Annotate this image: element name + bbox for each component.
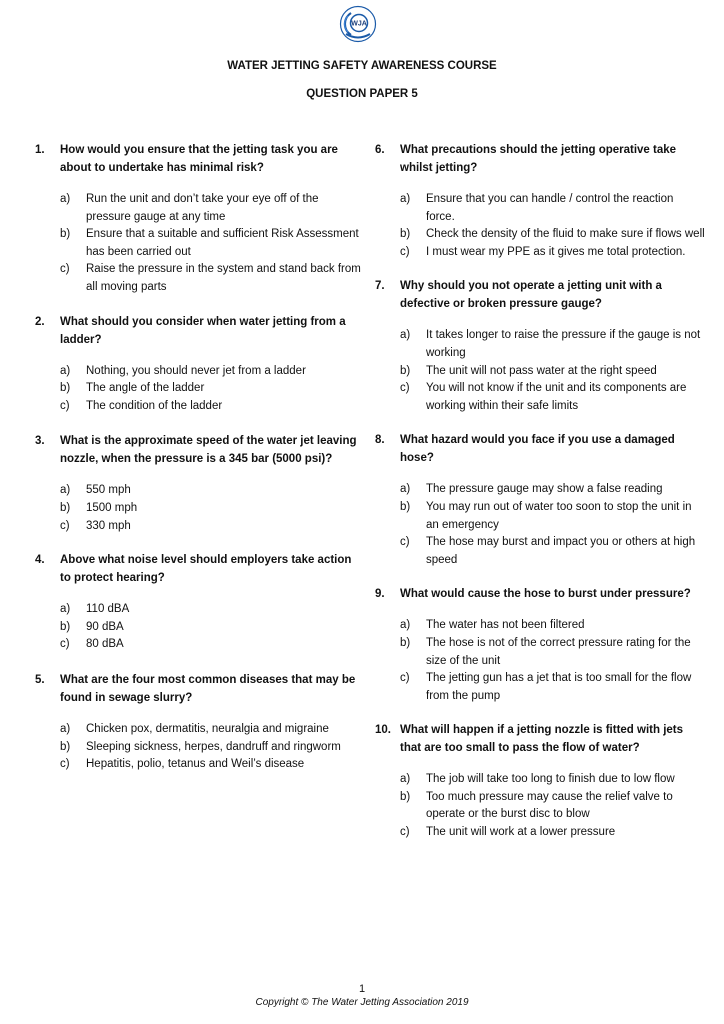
answer-option[interactable]: [375, 670, 705, 705]
question-number: 4.: [35, 554, 45, 567]
option-label: c): [60, 519, 70, 532]
option-text: 550 mph: [86, 484, 131, 497]
answer-option[interactable]: [375, 534, 705, 569]
option-text: Too much pressure may cause the relief valve to operate or the burst disc to blow: [426, 790, 673, 821]
answer-options: [375, 191, 705, 261]
question-number: 6.: [375, 144, 385, 156]
question-text: Above what noise level should employers take action to protect hearing?: [60, 554, 352, 585]
option-label: c): [400, 672, 410, 685]
question-text: What precautions should the jetting operative take whilst jetting?: [400, 144, 677, 174]
page-number: 1: [358, 983, 366, 995]
option-text: Ensure that you can handle / control the reaction force.: [426, 193, 674, 223]
answer-option[interactable]: [375, 824, 705, 842]
question-8: [375, 431, 705, 569]
answer-option[interactable]: [35, 500, 365, 518]
answer-options: [35, 721, 365, 774]
answer-options: [375, 771, 705, 841]
answer-option[interactable]: [35, 191, 365, 226]
question-number: 9.: [375, 588, 385, 601]
answer-option[interactable]: [375, 635, 705, 670]
answer-option[interactable]: [35, 226, 365, 261]
answer-option[interactable]: [35, 756, 365, 774]
option-text: 90 dBA: [86, 620, 124, 633]
option-label: a): [400, 619, 411, 632]
answer-option[interactable]: [375, 363, 705, 381]
option-label: c): [400, 382, 410, 395]
copyright: Copyright © The Water Jetting Association 2019: [255, 997, 469, 1008]
answer-option[interactable]: [35, 739, 365, 757]
question-header: [375, 277, 705, 313]
option-label: b): [400, 228, 411, 241]
wja-logo-icon: [339, 5, 377, 43]
option-text: 330 mph: [86, 519, 131, 532]
answer-options: [35, 363, 365, 416]
question-9: [375, 585, 705, 705]
option-label: c): [60, 399, 70, 412]
question-4: [35, 551, 365, 654]
option-label: b): [60, 501, 71, 514]
option-label: c): [400, 245, 410, 258]
answer-option[interactable]: [375, 327, 705, 362]
option-label: c): [400, 536, 410, 549]
question-header: [375, 141, 705, 177]
question-header: [375, 721, 705, 757]
option-label: b): [60, 620, 71, 633]
option-label: b): [400, 500, 411, 513]
option-text: The water has not been filtered: [426, 619, 585, 632]
question-header: [35, 551, 365, 587]
answer-option[interactable]: [375, 789, 705, 824]
option-text: Run the unit and don’t take your eye off of the pressure gauge at any time: [86, 193, 319, 223]
question-number: 3.: [35, 435, 45, 448]
question-text: How would you ensure that the jetting task you are about to undertake has minimal risk?: [60, 144, 338, 174]
option-label: b): [400, 364, 411, 377]
option-text: Sleeping sickness, herpes, dandruff and ringworm: [86, 740, 341, 753]
option-label: a): [400, 329, 411, 342]
answer-options: [375, 481, 705, 569]
question-number: 1.: [35, 144, 45, 156]
answer-options: [35, 601, 365, 654]
question-10: [375, 721, 705, 841]
option-label: a): [60, 722, 71, 735]
answer-option[interactable]: [35, 518, 365, 536]
answer-option[interactable]: [375, 771, 705, 789]
option-label: a): [60, 484, 71, 497]
option-text: Nothing, you should never jet from a ladder: [86, 364, 306, 377]
option-text: The unit will work at a lower pressure: [426, 826, 616, 839]
option-text: Check the density of the fluid to make sure if flows well: [426, 228, 705, 241]
option-text: I must wear my PPE as it gives me total protection.: [426, 245, 686, 258]
question-number: 8.: [375, 434, 385, 447]
question-text: What would cause the hose to burst under pressure?: [400, 588, 691, 601]
answer-option[interactable]: [35, 601, 365, 619]
question-text: What will happen if a jetting nozzle is fitted with jets that are too small to pass the flow of water?: [400, 724, 684, 755]
option-label: b): [60, 228, 71, 241]
answer-option[interactable]: [375, 499, 705, 534]
option-label: a): [400, 483, 411, 496]
answer-option[interactable]: [35, 363, 365, 381]
answer-options: [375, 327, 705, 415]
question-number: 7.: [375, 280, 385, 293]
answer-option[interactable]: [35, 398, 365, 416]
answer-option[interactable]: [375, 226, 705, 244]
answer-option[interactable]: [35, 721, 365, 739]
question-5: [35, 671, 365, 774]
question-header: [35, 141, 365, 177]
option-text: The angle of the ladder: [86, 382, 205, 395]
option-text: Ensure that a suitable and sufficient Risk Assessment has been carried out: [86, 228, 359, 258]
answer-option[interactable]: [375, 481, 705, 499]
option-text: The hose is not of the correct pressure rating for the size of the unit: [426, 636, 691, 667]
question-6: [375, 141, 705, 261]
option-text: Chicken pox, dermatitis, neuralgia and migraine: [86, 722, 329, 735]
option-label: b): [400, 790, 411, 803]
option-text: 80 dBA: [86, 638, 124, 651]
answer-option[interactable]: [375, 244, 705, 262]
question-1: [35, 141, 365, 297]
question-number: 10.: [375, 724, 391, 737]
option-label: c): [60, 263, 70, 276]
answer-option[interactable]: [35, 619, 365, 637]
question-header: [375, 431, 705, 467]
option-label: a): [400, 193, 411, 205]
answer-option[interactable]: [375, 617, 705, 635]
option-text: 1500 mph: [86, 501, 138, 514]
question-text: What are the four most common diseases that may be found in sewage slurry?: [60, 673, 356, 704]
answer-options: [375, 617, 705, 705]
paper-title: QUESTION PAPER 5: [306, 88, 418, 100]
question-header: [35, 671, 365, 707]
question-header: [35, 313, 365, 349]
question-text: What hazard would you face if you use a damaged hose?: [400, 434, 675, 465]
option-text: The hose may burst and impact you or others at high speed: [426, 536, 696, 566]
option-label: a): [60, 193, 71, 205]
course-title: WATER JETTING SAFETY AWARENESS COURSE: [227, 60, 497, 72]
option-label: c): [60, 638, 70, 651]
question-2: [35, 313, 365, 416]
right-column: [375, 141, 705, 842]
answer-option[interactable]: [375, 380, 705, 415]
question-header: [375, 585, 705, 603]
answer-option[interactable]: [35, 482, 365, 500]
option-text: You may run out of water too soon to stop the unit in an emergency: [426, 500, 692, 531]
option-text: Hepatitis, polio, tetanus and Weil’s disease: [86, 758, 305, 771]
question-number: 2.: [35, 315, 45, 328]
question-number: 5.: [35, 673, 45, 686]
option-label: c): [60, 758, 70, 771]
option-text: 110 dBA: [86, 603, 130, 616]
question-7: [375, 277, 705, 415]
question-text: What is the approximate speed of the water jet leaving nozzle, when the pressure is a 345 bar (5000 psi)?: [60, 435, 357, 466]
answer-option[interactable]: [35, 380, 365, 398]
answer-options: [35, 191, 365, 297]
option-text: Raise the pressure in the system and stand back from all moving parts: [86, 263, 361, 293]
answer-option[interactable]: [375, 191, 705, 226]
option-label: b): [60, 382, 71, 395]
question-text: Why should you not operate a jetting unit with a defective or broken pressure gauge?: [400, 280, 662, 311]
option-text: You will not know if the unit and its components are working within their safe limits: [426, 382, 687, 412]
question-text: What should you consider when water jetting from a ladder?: [60, 315, 346, 346]
answer-options: [35, 482, 365, 535]
left-column: [35, 141, 365, 774]
option-label: b): [60, 740, 71, 753]
option-text: The pressure gauge may show a false reading: [426, 483, 663, 496]
question-3: [35, 432, 365, 535]
question-header: [35, 432, 365, 468]
option-text: The condition of the ladder: [86, 399, 223, 412]
option-label: b): [400, 636, 411, 649]
option-label: a): [60, 603, 71, 616]
logo-text: WJA: [351, 20, 367, 28]
answer-option[interactable]: [35, 261, 365, 296]
answer-option[interactable]: [35, 636, 365, 654]
option-label: a): [60, 364, 71, 377]
option-label: c): [400, 826, 410, 839]
option-text: The unit will not pass water at the right speed: [426, 364, 657, 377]
option-text: The job will take too long to finish due to low flow: [426, 773, 675, 786]
option-text: The jetting gun has a jet that is too small for the flow from the pump: [426, 672, 692, 702]
option-label: a): [400, 773, 411, 786]
option-text: It takes longer to raise the pressure if the gauge is not working: [426, 329, 701, 359]
